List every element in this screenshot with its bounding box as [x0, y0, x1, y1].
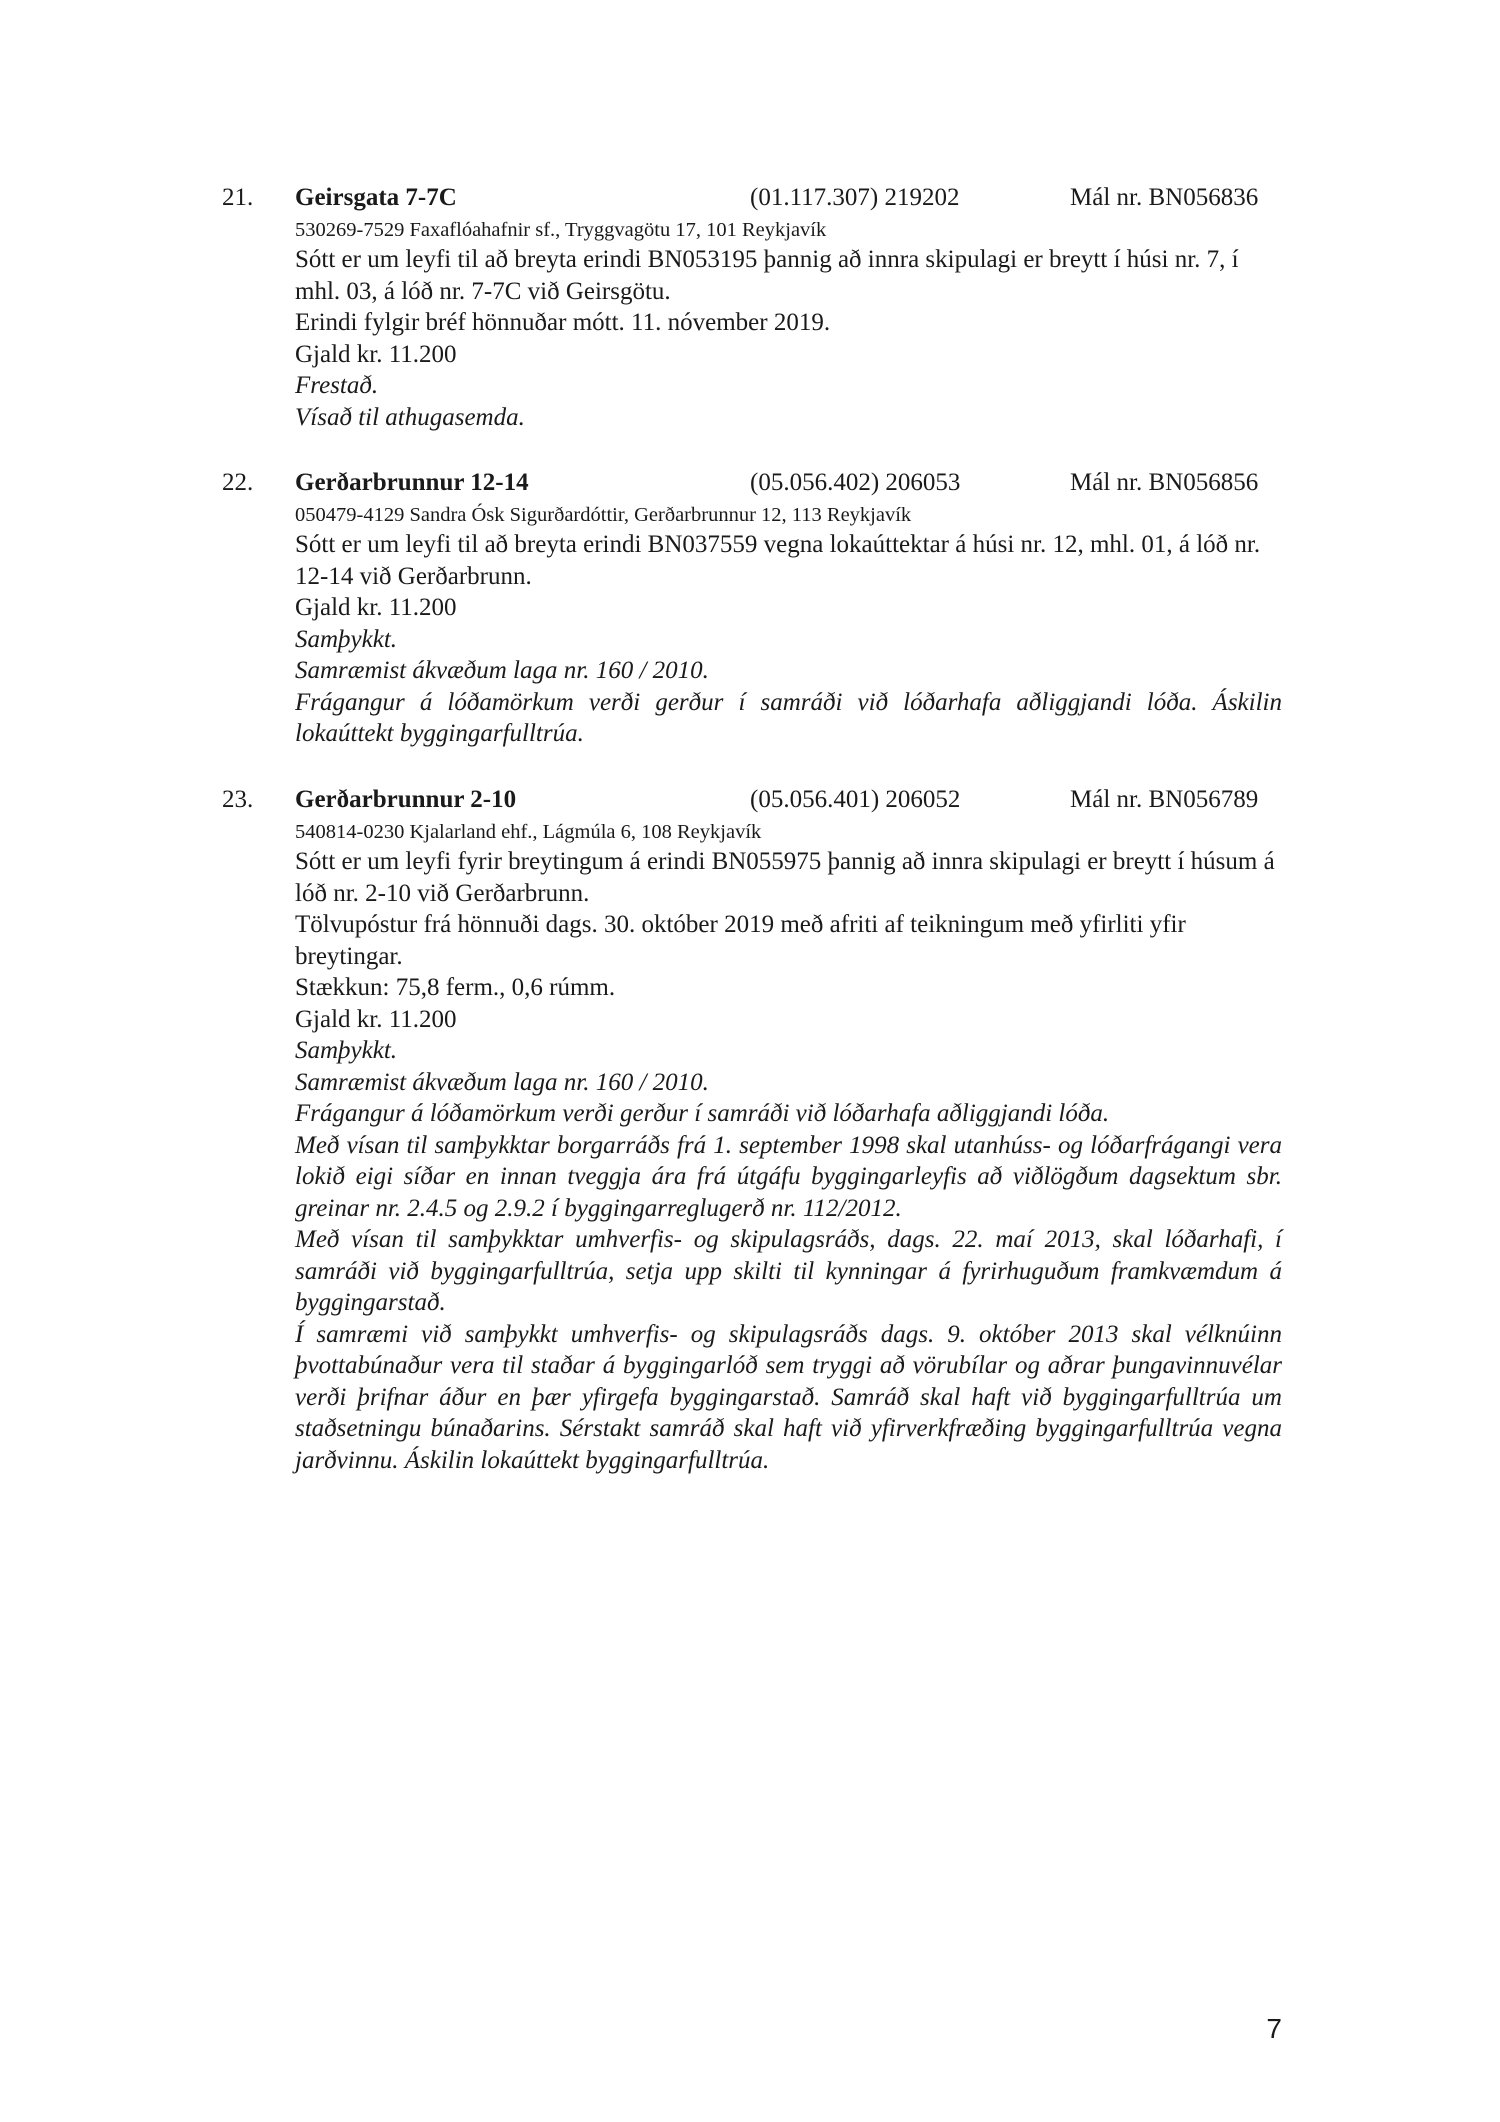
case-lot-id: (05.056.401) 206052: [750, 786, 961, 813]
case-address: Gerðarbrunnur 12-14: [295, 469, 529, 496]
case-reference: Mál nr. BN056789: [1070, 786, 1259, 813]
case-reference: Mál nr. BN056856: [1070, 469, 1259, 496]
case-body: [295, 501, 1282, 750]
case-remark: Samræmist ákvæðum laga nr. 160 / 2010.: [295, 657, 709, 684]
case-body: [295, 216, 1282, 433]
page-number: 7: [1266, 2013, 1282, 2044]
case-remark: Frágangur á lóðamörkum verði gerður í samráði við lóðarhafa aðliggjandi lóða. Áskilin lokaúttekt byggingarfulltrúa.: [295, 688, 1282, 747]
case-number: 22.: [222, 469, 254, 496]
case-note: Tölvupóstur frá hönnuði dags. 30. október 2019 með afriti af teikningum með yfirliti yfir breytingar.: [295, 911, 1186, 970]
case-fee: Gjald kr. 11.200: [295, 340, 457, 368]
case-remark: Frágangur á lóðamörkum verði gerður í samráði við lóðarhafa aðliggjandi lóða.: [295, 1100, 1110, 1127]
case-applicant: 540814-0230 Kjalarland ehf., Lágmúla 6, 108 Reykjavík: [295, 821, 762, 843]
case-decision: Frestað.: [295, 372, 379, 399]
case-remark: Vísað til athugasemda.: [295, 403, 525, 431]
case-decision: Samþykkt.: [295, 1037, 398, 1064]
case-address: Geirsgata 7-7C: [295, 184, 457, 211]
case-remark: Með vísan til samþykktar borgarráðs frá 1. september 1998 skal utanhúss- og lóðarfrágangi vera lokið eigi síðar en innan tveggja ára frá útgáfu byggingarleyfis að viðlögðum dagsektum sbr. greinar nr. 2.4.5 og 2.9.2 í byggingarreglugerð nr. 112/2012.: [295, 1131, 1282, 1222]
case-remark: Í samræmi við samþykkt umhverfis- og skipulagsráðs dags. 9. október 2013 skal vélknúinn þvottabúnaður vera til staðar á byggingarlóð sem tryggi að vörubílar og aðrar þungavinnuvélar verði þrifnar áður en þær yfirgefa byggingarstað. Samráð skal haft við byggingarfulltrúa um staðsetningu búnaðarins. Sérstakt samráð skal haft við yfirverkfræðing byggingarfulltrúa vegna jarðvinnu. Áskilin lokaúttekt byggingarfulltrúa.: [295, 1320, 1282, 1474]
case-header: [222, 465, 1282, 501]
case-entry: [222, 782, 1282, 1476]
case-number: 23.: [222, 786, 254, 813]
case-body: [295, 818, 1282, 1476]
case-enlargement: Stækkun: 75,8 ferm., 0,6 rúmm.: [295, 974, 616, 1001]
case-applicant: 050479-4129 Sandra Ósk Sigurðardóttir, Gerðarbrunnur 12, 113 Reykjavík: [295, 504, 912, 526]
case-fee: Gjald kr. 11.200: [295, 594, 457, 621]
case-fee: Gjald kr. 11.200: [295, 1005, 457, 1033]
case-address: Gerðarbrunnur 2-10: [295, 786, 517, 813]
case-remark: Samræmist ákvæðum laga nr. 160 / 2010.: [295, 1068, 709, 1096]
case-reference: Mál nr. BN056836: [1070, 184, 1259, 211]
case-entry: [222, 465, 1282, 750]
case-entry: [222, 180, 1282, 433]
case-decision: Samþykkt.: [295, 625, 398, 653]
case-lot-id: (01.117.307) 219202: [750, 184, 960, 211]
case-number: 21.: [222, 184, 254, 211]
case-note: Erindi fylgir bréf hönnuðar mótt. 11. nóvember 2019.: [295, 309, 831, 336]
case-remark: Með vísan til samþykktar umhverfis- og skipulagsráðs, dags. 22. maí 2013, skal lóðarhafi, í samráði við byggingarfulltrúa, setja upp skilti til kynningar á fyrirhuguðum framkvæmdum á byggingarstað.: [295, 1226, 1282, 1316]
case-header: [222, 180, 1282, 216]
case-header: [222, 782, 1282, 818]
case-description: Sótt er um leyfi fyrir breytingum á erindi BN055975 þannig að innra skipulagi er breytt í húsum á lóð nr. 2-10 við Gerðarbrunn.: [295, 848, 1275, 907]
case-description: Sótt er um leyfi til að breyta erindi BN053195 þannig að innra skipulagi er breytt í húsi nr. 7, í mhl. 03, á lóð nr. 7-7C við Geirsgötu.: [295, 246, 1239, 305]
case-lot-id: (05.056.402) 206053: [750, 469, 961, 496]
case-applicant: 530269-7529 Faxaflóahafnir sf., Tryggvagötu 17, 101 Reykjavík: [295, 219, 827, 241]
case-description: Sótt er um leyfi til að breyta erindi BN037559 vegna lokaúttektar á húsi nr. 12, mhl. 01, á lóð nr. 12-14 við Gerðarbrunn.: [295, 531, 1261, 590]
